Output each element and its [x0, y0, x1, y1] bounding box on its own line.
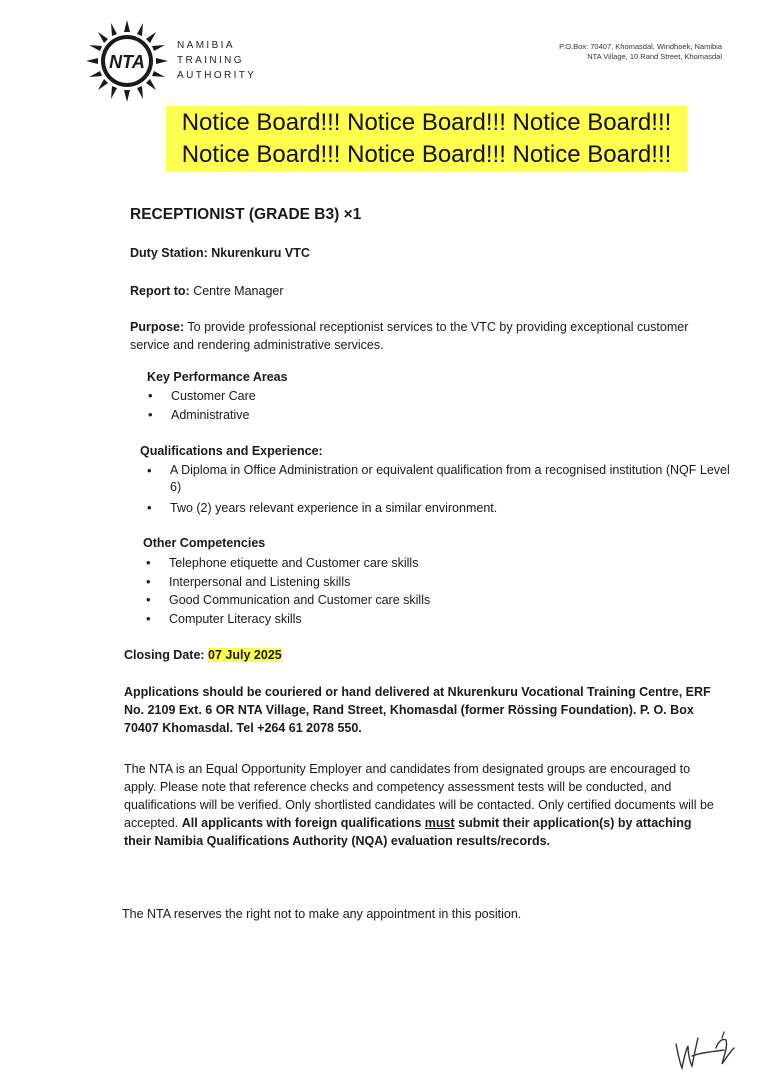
list-item: • Two (2) years relevant experience in a similar environment. [145, 499, 730, 518]
job-title: RECEPTIONIST (GRADE B3) ×1 [130, 206, 362, 223]
qualifications-list [145, 462, 730, 518]
kpa-list [146, 387, 256, 424]
closing-date [124, 648, 282, 662]
notice-line: Notice Board!!! Notice Board!!! Notice Board!!! [181, 141, 672, 168]
competencies-list [144, 554, 430, 629]
nta-logo [84, 18, 170, 104]
report-to-value: Centre Manager [189, 284, 284, 298]
eo-bold-end: submit their application(s) by attaching their Namibia Qualifications Authority (NQA) evaluation results/records. [124, 816, 692, 848]
list-item: • Telephone etiquette and Customer care skills [144, 554, 430, 573]
closing-date-value: 07 July 2025 [208, 648, 282, 662]
kpa-heading: Key Performance Areas [147, 370, 288, 384]
list-item: • Computer Literacy skills [144, 610, 430, 629]
address-line: P.O.Box: 70407, Khomasdal, Windhoek, Namibia [559, 42, 722, 51]
applications-instructions: Applications should be couriered or hand delivered at Nkurenkuru Vocational Training Centre, ERF No. 2109 Ext. 6 OR NTA Village, Rand Street, Khomasdal (former Rössing Foundation). P. O. Box 70407 Khomasdal. Tel +264 61 2078 550. [124, 685, 711, 735]
purpose-text: To provide professional receptionist services to the VTC by providing exceptional customer service and rendering administrative services. [130, 320, 689, 352]
eo-must: must [424, 816, 455, 830]
org-name-line: AUTHORITY [177, 70, 257, 81]
notice-line: Notice Board!!! Notice Board!!! Notice Board!!! [181, 109, 672, 136]
address-block [559, 42, 722, 62]
logo-text: NTA [109, 52, 145, 72]
address-line: NTA Village, 10 Rand Street, Khomasdal [587, 52, 722, 61]
list-item: • A Diploma in Office Administration or equivalent qualification from a recognised institution (NQF Level 6) [145, 462, 730, 496]
purpose [130, 318, 730, 354]
org-name-line: TRAINING [177, 55, 244, 66]
equal-opportunity-statement [124, 760, 714, 850]
list-item: • Good Communication and Customer care skills [144, 591, 430, 610]
report-to [130, 284, 284, 298]
eo-bold-start: All applicants with foreign qualifications [181, 816, 425, 830]
notice-board-banner [166, 106, 687, 172]
purpose-label: Purpose: [130, 320, 185, 334]
list-item: • Customer Care [146, 387, 256, 406]
duty-station: Duty Station: Nkurenkuru VTC [130, 246, 310, 260]
org-name-line: NAMIBIA [177, 40, 235, 51]
reserve-right-statement: The NTA reserves the right not to make any appointment in this position. [122, 907, 522, 921]
competencies-heading: Other Competencies [143, 536, 266, 550]
closing-date-label: Closing Date: [124, 648, 205, 662]
signature-image [672, 1028, 742, 1074]
report-to-label: Report to: [130, 284, 190, 298]
list-item: • Administrative [146, 406, 256, 425]
list-item: • Interpersonal and Listening skills [144, 573, 430, 592]
qualifications-heading: Qualifications and Experience: [140, 444, 323, 458]
organization-name [177, 38, 256, 83]
eo-text: The NTA is an Equal Opportunity Employer and candidates from designated groups are encouraged to apply. Please note that reference checks and competency assessment tests will be conducted, and qualifications will be verified. Only shortlisted candidates will be contacted. Only certified documents will be accepted. [124, 762, 714, 830]
